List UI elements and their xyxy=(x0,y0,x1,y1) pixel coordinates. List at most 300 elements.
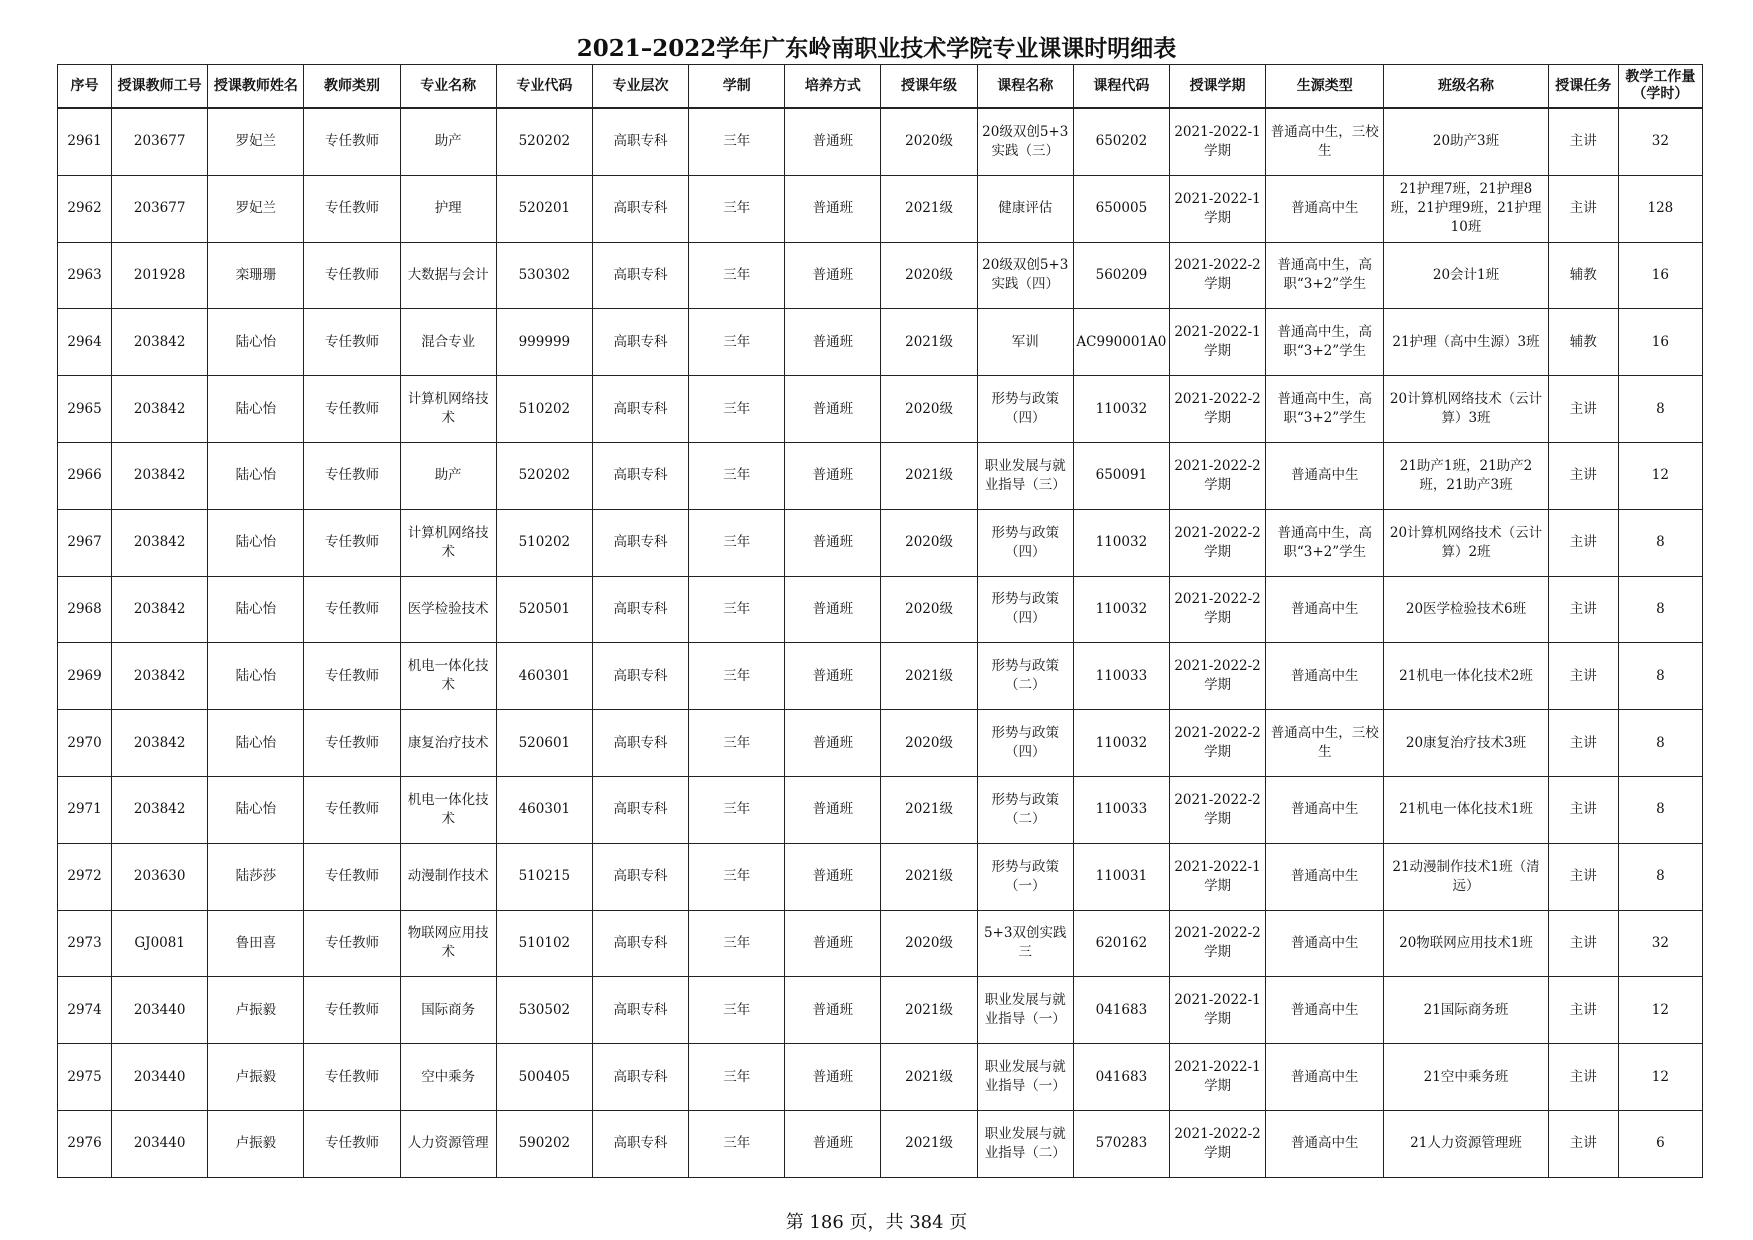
table-cell: 2969 xyxy=(58,643,112,710)
table-cell: 计算机网络技术 xyxy=(400,376,496,443)
table-cell: 普通高中生，三校生 xyxy=(1266,710,1384,777)
table-cell: 620162 xyxy=(1073,910,1169,977)
table-cell: 三年 xyxy=(689,977,785,1044)
table-cell: 20助产3班 xyxy=(1384,108,1548,175)
table-cell: 8 xyxy=(1618,843,1702,910)
table-cell: 21空中乘务班 xyxy=(1384,1044,1548,1111)
table-cell: 助产 xyxy=(400,442,496,509)
column-header: 学制 xyxy=(689,65,785,109)
table-cell: 普通班 xyxy=(785,710,881,777)
table-cell: 20医学检验技术6班 xyxy=(1384,576,1548,643)
table-cell: 专任教师 xyxy=(304,242,400,309)
table-cell: 高职专科 xyxy=(592,1044,688,1111)
table-cell: 三年 xyxy=(689,175,785,242)
table-cell: 普通班 xyxy=(785,843,881,910)
table-cell: 形势与政策（四） xyxy=(977,376,1073,443)
table-cell: 520202 xyxy=(496,442,592,509)
table-cell: 20级双创5+3实践（三） xyxy=(977,108,1073,175)
table-cell: 陆心怡 xyxy=(208,576,304,643)
table-cell: 主讲 xyxy=(1548,175,1618,242)
table-cell: 32 xyxy=(1618,910,1702,977)
table-cell: 460301 xyxy=(496,776,592,843)
table-cell: 2973 xyxy=(58,910,112,977)
table-cell: 2021级 xyxy=(881,1044,977,1111)
table-row xyxy=(58,776,1703,843)
table-cell: AC990001A0 xyxy=(1073,309,1169,376)
column-header: 序号 xyxy=(58,65,112,109)
table-cell: 普通高中生 xyxy=(1266,175,1384,242)
table-cell: 2021-2022-2学期 xyxy=(1169,442,1265,509)
table-cell: 高职专科 xyxy=(592,309,688,376)
table-cell: 主讲 xyxy=(1548,910,1618,977)
table-cell: 主讲 xyxy=(1548,509,1618,576)
table-cell: 普通班 xyxy=(785,108,881,175)
table-cell: 普通班 xyxy=(785,776,881,843)
table-cell: 2021-2022-2学期 xyxy=(1169,509,1265,576)
table-cell: 203842 xyxy=(112,309,208,376)
table-cell: 2021-2022-2学期 xyxy=(1169,576,1265,643)
table-cell: 普通高中生，高职“3+2”学生 xyxy=(1266,242,1384,309)
table-cell: 2976 xyxy=(58,1110,112,1177)
table-cell: 2021-2022-1学期 xyxy=(1169,1044,1265,1111)
table-row xyxy=(58,309,1703,376)
table-cell: 2021-2022-1学期 xyxy=(1169,843,1265,910)
table-cell: 21机电一体化技术1班 xyxy=(1384,776,1548,843)
table-cell: 110032 xyxy=(1073,376,1169,443)
table-cell: 形势与政策（四） xyxy=(977,710,1073,777)
table-cell: 普通班 xyxy=(785,242,881,309)
table-cell: 21国际商务班 xyxy=(1384,977,1548,1044)
table-cell: 陆心怡 xyxy=(208,710,304,777)
table-cell: 主讲 xyxy=(1548,1110,1618,1177)
table-cell: 21人力资源管理班 xyxy=(1384,1110,1548,1177)
header-row xyxy=(58,65,1703,109)
table-row xyxy=(58,242,1703,309)
table-cell: 职业发展与就业指导（二） xyxy=(977,1110,1073,1177)
table-cell: 203842 xyxy=(112,710,208,777)
table-cell: 形势与政策（一） xyxy=(977,843,1073,910)
table-cell: 510215 xyxy=(496,843,592,910)
table-cell: 普通班 xyxy=(785,1044,881,1111)
table-cell: 健康评估 xyxy=(977,175,1073,242)
table-cell: 高职专科 xyxy=(592,175,688,242)
table-cell: 主讲 xyxy=(1548,576,1618,643)
column-header: 授课年级 xyxy=(881,65,977,109)
table-cell: 500405 xyxy=(496,1044,592,1111)
table-cell: 主讲 xyxy=(1548,776,1618,843)
table-cell: GJ0081 xyxy=(112,910,208,977)
table-cell: 203630 xyxy=(112,843,208,910)
table-cell: 20物联网应用技术1班 xyxy=(1384,910,1548,977)
table-cell: 物联网应用技术 xyxy=(400,910,496,977)
table-cell: 203440 xyxy=(112,977,208,1044)
table-cell: 三年 xyxy=(689,442,785,509)
table-cell: 护理 xyxy=(400,175,496,242)
table-cell: 2021级 xyxy=(881,977,977,1044)
table-cell: 2963 xyxy=(58,242,112,309)
table-cell: 普通班 xyxy=(785,910,881,977)
table-cell: 高职专科 xyxy=(592,1110,688,1177)
table-cell: 520501 xyxy=(496,576,592,643)
table-cell: 12 xyxy=(1618,1044,1702,1111)
table-cell: 16 xyxy=(1618,309,1702,376)
table-cell: 三年 xyxy=(689,1110,785,1177)
table-cell: 2968 xyxy=(58,576,112,643)
column-header: 授课教师工号 xyxy=(112,65,208,109)
table-cell: 三年 xyxy=(689,576,785,643)
table-row xyxy=(58,977,1703,1044)
table-cell: 2021级 xyxy=(881,843,977,910)
table-cell: 520202 xyxy=(496,108,592,175)
table-cell: 卢振毅 xyxy=(208,1110,304,1177)
table-cell: 国际商务 xyxy=(400,977,496,1044)
table-cell: 助产 xyxy=(400,108,496,175)
table-cell: 陆莎莎 xyxy=(208,843,304,910)
table-cell: 康复治疗技术 xyxy=(400,710,496,777)
table-cell: 医学检验技术 xyxy=(400,576,496,643)
table-cell: 20计算机网络技术（云计算）2班 xyxy=(1384,509,1548,576)
table-cell: 12 xyxy=(1618,977,1702,1044)
table-row xyxy=(58,442,1703,509)
table-cell: 520601 xyxy=(496,710,592,777)
table-cell: 5+3双创实践三 xyxy=(977,910,1073,977)
table-cell: 2962 xyxy=(58,175,112,242)
table-cell: 2971 xyxy=(58,776,112,843)
table-cell: 8 xyxy=(1618,376,1702,443)
table-cell: 2021级 xyxy=(881,309,977,376)
table-cell: 2964 xyxy=(58,309,112,376)
table-cell: 203677 xyxy=(112,108,208,175)
table-cell: 203440 xyxy=(112,1044,208,1111)
table-cell: 专任教师 xyxy=(304,108,400,175)
table-cell: 650091 xyxy=(1073,442,1169,509)
table-cell: 530302 xyxy=(496,242,592,309)
table-row xyxy=(58,1110,1703,1177)
table-cell: 普通高中生，高职“3+2”学生 xyxy=(1266,309,1384,376)
table-cell: 高职专科 xyxy=(592,376,688,443)
table-cell: 203842 xyxy=(112,442,208,509)
table-cell: 110032 xyxy=(1073,710,1169,777)
table-cell: 2974 xyxy=(58,977,112,1044)
table-cell: 2021-2022-2学期 xyxy=(1169,376,1265,443)
table-cell: 21护理（高中生源）3班 xyxy=(1384,309,1548,376)
table-cell: 罗妃兰 xyxy=(208,175,304,242)
table-cell: 2021级 xyxy=(881,442,977,509)
table-cell: 陆心怡 xyxy=(208,309,304,376)
table-cell: 专任教师 xyxy=(304,376,400,443)
column-header: 授课学期 xyxy=(1169,65,1265,109)
table-cell: 主讲 xyxy=(1548,108,1618,175)
table-cell: 专任教师 xyxy=(304,776,400,843)
table-cell: 20计算机网络技术（云计算）3班 xyxy=(1384,376,1548,443)
table-cell: 主讲 xyxy=(1548,442,1618,509)
table-cell: 6 xyxy=(1618,1110,1702,1177)
page-title: 2021–2022学年广东岭南职业技术学院专业课课时明细表 xyxy=(576,35,1177,62)
table-cell: 2020级 xyxy=(881,576,977,643)
table-cell: 110033 xyxy=(1073,643,1169,710)
table-cell: 专任教师 xyxy=(304,710,400,777)
table-cell: 2021级 xyxy=(881,1110,977,1177)
table-cell: 普通高中生 xyxy=(1266,442,1384,509)
table-cell: 动漫制作技术 xyxy=(400,843,496,910)
table-cell: 2020级 xyxy=(881,242,977,309)
table-cell: 高职专科 xyxy=(592,509,688,576)
table-cell: 三年 xyxy=(689,710,785,777)
table-cell: 空中乘务 xyxy=(400,1044,496,1111)
table-cell: 2021-2022-2学期 xyxy=(1169,1110,1265,1177)
table-row xyxy=(58,175,1703,242)
table-cell: 三年 xyxy=(689,309,785,376)
table-cell: 999999 xyxy=(496,309,592,376)
table-cell: 510102 xyxy=(496,910,592,977)
table-cell: 专任教师 xyxy=(304,910,400,977)
table-cell: 三年 xyxy=(689,643,785,710)
table-cell: 2021-2022-1学期 xyxy=(1169,175,1265,242)
table-body xyxy=(58,108,1703,1177)
table-cell: 普通高中生 xyxy=(1266,643,1384,710)
table-cell: 041683 xyxy=(1073,1044,1169,1111)
table-cell: 普通班 xyxy=(785,643,881,710)
table-cell: 20会计1班 xyxy=(1384,242,1548,309)
table-cell: 20康复治疗技术3班 xyxy=(1384,710,1548,777)
table-cell: 21机电一体化技术2班 xyxy=(1384,643,1548,710)
table-cell: 三年 xyxy=(689,1044,785,1111)
table-cell: 110032 xyxy=(1073,576,1169,643)
table-cell: 203842 xyxy=(112,376,208,443)
table-cell: 2021-2022-1学期 xyxy=(1169,309,1265,376)
table-cell: 形势与政策（四） xyxy=(977,576,1073,643)
table-cell: 203677 xyxy=(112,175,208,242)
table-cell: 普通班 xyxy=(785,977,881,1044)
column-header: 生源类型 xyxy=(1266,65,1384,109)
table-cell: 三年 xyxy=(689,509,785,576)
table-cell: 650005 xyxy=(1073,175,1169,242)
column-header: 授课任务 xyxy=(1548,65,1618,109)
table-cell: 计算机网络技术 xyxy=(400,509,496,576)
table-cell: 普通高中生 xyxy=(1266,776,1384,843)
table-cell: 110032 xyxy=(1073,509,1169,576)
table-cell: 职业发展与就业指导（三） xyxy=(977,442,1073,509)
table-cell: 2020级 xyxy=(881,509,977,576)
table-cell: 普通高中生，三校生 xyxy=(1266,108,1384,175)
table-cell: 8 xyxy=(1618,710,1702,777)
table-cell: 8 xyxy=(1618,776,1702,843)
table-cell: 辅教 xyxy=(1548,242,1618,309)
table-cell: 530502 xyxy=(496,977,592,1044)
table-cell: 鲁田喜 xyxy=(208,910,304,977)
table-cell: 110033 xyxy=(1073,776,1169,843)
table-cell: 520201 xyxy=(496,175,592,242)
table-cell: 普通班 xyxy=(785,1110,881,1177)
table-cell: 卢振毅 xyxy=(208,1044,304,1111)
table-cell: 主讲 xyxy=(1548,376,1618,443)
table-cell: 专任教师 xyxy=(304,576,400,643)
table-cell: 2021-2022-2学期 xyxy=(1169,643,1265,710)
table-cell: 形势与政策（四） xyxy=(977,509,1073,576)
table-cell: 203842 xyxy=(112,643,208,710)
table-cell: 2972 xyxy=(58,843,112,910)
table-cell: 高职专科 xyxy=(592,977,688,1044)
table-cell: 普通班 xyxy=(785,509,881,576)
table-cell: 普通高中生 xyxy=(1266,843,1384,910)
table-cell: 主讲 xyxy=(1548,977,1618,1044)
table-cell: 普通高中生 xyxy=(1266,1110,1384,1177)
table-row xyxy=(58,108,1703,175)
table-cell: 203440 xyxy=(112,1110,208,1177)
table-cell: 普通班 xyxy=(785,175,881,242)
table-row xyxy=(58,1044,1703,1111)
table-cell: 高职专科 xyxy=(592,576,688,643)
table-cell: 普通班 xyxy=(785,442,881,509)
table-cell: 201928 xyxy=(112,242,208,309)
table-cell: 高职专科 xyxy=(592,910,688,977)
table-cell: 510202 xyxy=(496,376,592,443)
table-cell: 专任教师 xyxy=(304,175,400,242)
table-cell: 主讲 xyxy=(1548,1044,1618,1111)
table-cell: 2021-2022-2学期 xyxy=(1169,710,1265,777)
table-cell: 职业发展与就业指导（一） xyxy=(977,1044,1073,1111)
table-cell: 三年 xyxy=(689,242,785,309)
column-header: 专业代码 xyxy=(496,65,592,109)
table-cell: 高职专科 xyxy=(592,108,688,175)
table-cell: 2021-2022-2学期 xyxy=(1169,776,1265,843)
table-cell: 普通高中生，高职“3+2”学生 xyxy=(1266,376,1384,443)
table-cell: 普通班 xyxy=(785,309,881,376)
table-cell: 203842 xyxy=(112,509,208,576)
table-cell: 罗妃兰 xyxy=(208,108,304,175)
column-header: 专业名称 xyxy=(400,65,496,109)
table-cell: 普通高中生 xyxy=(1266,910,1384,977)
table-cell: 机电一体化技术 xyxy=(400,643,496,710)
column-header: 培养方式 xyxy=(785,65,881,109)
table-cell: 8 xyxy=(1618,509,1702,576)
table-row xyxy=(58,843,1703,910)
column-header: 授课教师姓名 xyxy=(208,65,304,109)
table-cell: 2021级 xyxy=(881,175,977,242)
column-header: 专业层次 xyxy=(592,65,688,109)
table-cell: 510202 xyxy=(496,509,592,576)
table-cell: 高职专科 xyxy=(592,710,688,777)
table-cell: 2965 xyxy=(58,376,112,443)
table-cell: 陆心怡 xyxy=(208,376,304,443)
table-cell: 2021级 xyxy=(881,776,977,843)
table-cell: 32 xyxy=(1618,108,1702,175)
page-footer: 第 186 页，共 384 页 xyxy=(785,1212,968,1233)
table-cell: 主讲 xyxy=(1548,643,1618,710)
column-header: 班级名称 xyxy=(1384,65,1548,109)
table-cell: 2020级 xyxy=(881,108,977,175)
table-cell: 高职专科 xyxy=(592,843,688,910)
column-header: 课程代码 xyxy=(1073,65,1169,109)
table-cell: 大数据与会计 xyxy=(400,242,496,309)
table-cell: 460301 xyxy=(496,643,592,710)
table-cell: 普通高中生 xyxy=(1266,1044,1384,1111)
table-cell: 2020级 xyxy=(881,710,977,777)
table-cell: 2021-2022-1学期 xyxy=(1169,108,1265,175)
table-cell: 2975 xyxy=(58,1044,112,1111)
table-cell: 650202 xyxy=(1073,108,1169,175)
table-cell: 2966 xyxy=(58,442,112,509)
table-cell: 8 xyxy=(1618,576,1702,643)
table-cell: 陆心怡 xyxy=(208,643,304,710)
table-row xyxy=(58,376,1703,443)
table-cell: 570283 xyxy=(1073,1110,1169,1177)
table-cell: 卢振毅 xyxy=(208,977,304,1044)
table-cell: 专任教师 xyxy=(304,643,400,710)
table-cell: 辅教 xyxy=(1548,309,1618,376)
table-cell: 590202 xyxy=(496,1110,592,1177)
table-cell: 普通高中生 xyxy=(1266,977,1384,1044)
table-cell: 专任教师 xyxy=(304,843,400,910)
table-cell: 普通班 xyxy=(785,376,881,443)
table-cell: 560209 xyxy=(1073,242,1169,309)
table-cell: 2021-2022-2学期 xyxy=(1169,910,1265,977)
table-cell: 2961 xyxy=(58,108,112,175)
table-cell: 三年 xyxy=(689,776,785,843)
table-cell: 2021-2022-2学期 xyxy=(1169,242,1265,309)
table-cell: 普通班 xyxy=(785,576,881,643)
column-header: 教学工作量（学时） xyxy=(1618,65,1702,109)
table-row xyxy=(58,710,1703,777)
table-cell: 职业发展与就业指导（一） xyxy=(977,977,1073,1044)
table-cell: 高职专科 xyxy=(592,442,688,509)
table-row xyxy=(58,509,1703,576)
table-cell: 2967 xyxy=(58,509,112,576)
table-cell: 专任教师 xyxy=(304,442,400,509)
table-cell: 普通高中生 xyxy=(1266,576,1384,643)
table-row xyxy=(58,576,1703,643)
table-cell: 高职专科 xyxy=(592,643,688,710)
table-cell: 2020级 xyxy=(881,376,977,443)
course-hours-table xyxy=(57,64,1703,1178)
table-cell: 陆心怡 xyxy=(208,509,304,576)
table-cell: 专任教师 xyxy=(304,1044,400,1111)
table-cell: 陆心怡 xyxy=(208,776,304,843)
table-cell: 2021-2022-1学期 xyxy=(1169,977,1265,1044)
column-header: 教师类别 xyxy=(304,65,400,109)
table-cell: 形势与政策（二） xyxy=(977,643,1073,710)
table-cell: 21动漫制作技术1班（清远） xyxy=(1384,843,1548,910)
table-cell: 专任教师 xyxy=(304,509,400,576)
table-cell: 机电一体化技术 xyxy=(400,776,496,843)
table-cell: 8 xyxy=(1618,643,1702,710)
table-cell: 军训 xyxy=(977,309,1073,376)
table-cell: 12 xyxy=(1618,442,1702,509)
table-cell: 陆心怡 xyxy=(208,442,304,509)
table-cell: 主讲 xyxy=(1548,710,1618,777)
table-cell: 三年 xyxy=(689,376,785,443)
table-cell: 2970 xyxy=(58,710,112,777)
table-cell: 21护理7班，21护理8班，21护理9班，21护理10班 xyxy=(1384,175,1548,242)
table-cell: 人力资源管理 xyxy=(400,1110,496,1177)
table-cell: 21助产1班，21助产2班，21助产3班 xyxy=(1384,442,1548,509)
table-cell: 形势与政策（二） xyxy=(977,776,1073,843)
column-header: 课程名称 xyxy=(977,65,1073,109)
table-cell: 主讲 xyxy=(1548,843,1618,910)
table-cell: 混合专业 xyxy=(400,309,496,376)
table-cell: 110031 xyxy=(1073,843,1169,910)
table-cell: 三年 xyxy=(689,910,785,977)
table-cell: 三年 xyxy=(689,843,785,910)
table-cell: 专任教师 xyxy=(304,309,400,376)
table-cell: 高职专科 xyxy=(592,242,688,309)
table-cell: 20级双创5+3实践（四） xyxy=(977,242,1073,309)
table-cell: 2020级 xyxy=(881,910,977,977)
table-cell: 203842 xyxy=(112,576,208,643)
table-cell: 041683 xyxy=(1073,977,1169,1044)
table-cell: 16 xyxy=(1618,242,1702,309)
table-cell: 203842 xyxy=(112,776,208,843)
